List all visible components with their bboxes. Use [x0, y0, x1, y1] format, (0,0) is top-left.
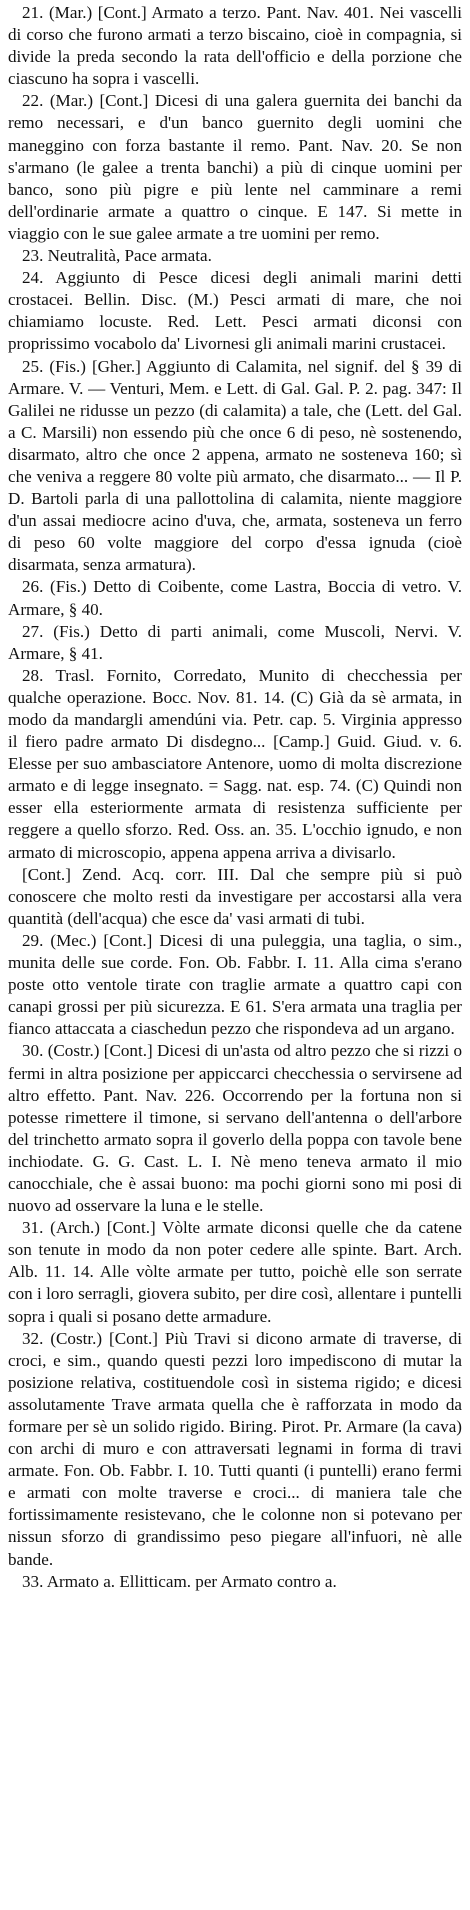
citation: Fon. Ob. Fabbr. [63, 1461, 173, 1481]
entry-text: erano fermi e armati con molte traverse e croci... di maniera tale che fortissimamente resistevano, che le colonne non si potevano per nissun sforzo di grandissimo peso piegare all'infuori, nè alle bande. [8, 1461, 462, 1569]
gloss: (dell'acqua) [67, 908, 148, 928]
entry-text: once 2 appena, armato ne sosteneva 160; sì che veniva a reggere 80 volte più armato, che disarmato... — [8, 444, 462, 486]
entry-text: con archi di muro e con attraversati legnami in forma di travi armate. [8, 1439, 462, 1481]
entry-text: 61. S'era armata una traglia per fianco attaccata a ciaschedun pezzo che rispondeva ad un argano. [8, 997, 462, 1039]
headword: Vòlte armate [162, 1218, 254, 1238]
section-reference: § 40. [68, 599, 103, 619]
entry-text: Già da sè armata, in modo da mandargli amendúni via. [8, 687, 462, 729]
entry-number: 27. (Fis.) [22, 621, 100, 641]
entry-25 [8, 356, 462, 577]
definition: Ellitticam. per [115, 1571, 218, 1591]
entry-number: 21. (Mar.) [Cont.] [22, 3, 152, 22]
citation: Pant. Nav. [260, 3, 339, 22]
entry-number: 28. [22, 665, 56, 685]
entry-text: 74. [324, 776, 356, 796]
definition: Trasl. Fornito, Corredato, Munito di checchessia per qualche operazione. Bocc. Nov. [8, 665, 462, 707]
entry-27 [8, 621, 462, 665]
entry-text: 401. Nei vascelli di corso che furono armati a terzo biscaino, cioè in compagnia, si divide la preda secondo la rata dell'officio e della porzione che ciascuno [8, 3, 462, 89]
citation: Sagg. nat. esp. [223, 776, 325, 796]
headword: Trave armata [104, 1394, 205, 1414]
entry-22 [8, 90, 462, 245]
cross-reference: Armare [8, 643, 61, 663]
citation: V. — Venturi, Mem. e Lett. di Gal. Gal. P. [64, 378, 361, 398]
entry-text: a più di cinque uomini per banco, sono più pigre e più lente nel camminare a remi dell'ordinarie armate a quattro o cinque. [8, 157, 462, 221]
entry-number: 30. (Costr.) [Cont.] [22, 1041, 158, 1061]
entry-text: 81. 14. [230, 687, 291, 707]
definition: contro [276, 1571, 321, 1591]
definition: Dicesi di una galera guernita dei banchi da remo necessari, e d'un banco guernito degli uomini che maneggino con forza bastante il remo. Pant. Nav. [8, 91, 462, 155]
entry-text: Calamita, [229, 356, 308, 376]
entry-text: 39 [425, 356, 449, 376]
entry-text: 2. [360, 378, 383, 398]
entry-text: I. 10. Tutti quanti [172, 1461, 304, 1481]
citation: Guid. Giud. [337, 732, 423, 752]
entry-text: 5. Virginia appresso il fiero padre armato Di disdegno... [Camp.] [8, 710, 463, 752]
gloss: (le galee a trenta banchi) [76, 157, 259, 177]
definition: Più [164, 1328, 188, 1348]
cross-reference: Armare [8, 599, 61, 619]
entry-33 [8, 1571, 462, 1593]
citation: Zend. Acq. corr. [82, 864, 207, 884]
entry-text: non essendo più che once 6 di peso, nè sostenendo, disarmato, [8, 422, 462, 464]
entry-text: a tale, che [286, 400, 366, 420]
entry-21 [8, 2, 462, 90]
definition: a. [324, 1571, 337, 1591]
citation: (Lett. del Gal. a C. Marsili) [8, 400, 462, 442]
definition: Aggiunto di [55, 268, 146, 288]
gloss: altro che [85, 444, 148, 464]
entry-26 [8, 576, 462, 620]
entry-number: 33. [22, 1571, 47, 1591]
definition: Detto di Coibente, come Lastra, Boccia di vetro. V. [93, 577, 462, 597]
definition: Aggiunto di [145, 356, 230, 376]
entry-text: Pesci armati diconsi con proprissimo vocabolo da' Livornesi gli animali marini crustacei. [8, 312, 462, 354]
citation: E [230, 997, 241, 1017]
citation: Red. Oss. an. [177, 820, 271, 840]
entry-text: 20. Se non s'armano [8, 135, 463, 177]
gloss: (di calamita) [199, 400, 287, 420]
definition: Dicesi di un'asta od altro pezzo che si rizzi o fermi in altra posizione per appiccarci checchessia o servirsene ad altro effetto. Pant. Nav. [8, 1041, 462, 1105]
definition: Dicesi di una puleggia, una taglia, o sim., munita delle sue corde. Fon. Ob. Fabbr. [8, 930, 462, 973]
quotation: Il P. D. Bartoli parla di una pallottolina di calamita, niente maggiore d'un assai mediocre acino d'uva, che, armata, sosteneva un ferro di peso 60 volte maggiore del corpo d'essa ignuda (cioè disarmata, senza armatura). [8, 466, 462, 575]
source-mark: (C) [290, 687, 314, 707]
entry-text: v. 6. Elesse per suo ambasciatore Antenore, uomo di molta discrezione armato e di legge insegnato. = [8, 732, 463, 796]
entry-text: Pesce [145, 268, 211, 288]
definition: si dicono [237, 1328, 303, 1348]
entry-number: 25. (Fis.) [Gher.] [22, 356, 146, 376]
definition: diconsi quelle che da catene son tenute in modo da non poter cedere alle spinte. Bart. Arch. Alb. [8, 1218, 462, 1282]
entry-text: [Cont.] [22, 864, 83, 884]
entry-28-continuation [8, 864, 462, 930]
gloss: (la cava) [402, 1417, 462, 1436]
entry-text: 23. Neutralità, Pace armata. [22, 246, 212, 266]
gloss: (i puntelli) [303, 1461, 378, 1481]
entry-24 [8, 267, 462, 355]
citation: pag. [382, 378, 412, 398]
entry-text: III. Dal che sempre più si può conoscere che molto resti da investigare per accostarsi alla vera quantità [8, 864, 462, 928]
citation: Red. Lett. [167, 312, 247, 332]
entry-text: 226. Occorrendo per la fortuna non si potesse rimettere il timone, si servano dell'antenna o dell'arbore del trinchetto armato sopra il goverlo della poppa con tavole bene inchiodate. [8, 1085, 462, 1171]
entry-text: I. 11. Alla cima s'erano poste otto ventole tirate con traglie armate a quattro capi con canapi grossi per più sicurezza. [8, 953, 462, 1017]
entry-number: 31. (Arch.) [Cont.] [22, 1218, 163, 1238]
definition: dicesi degli animali marini detti crostacei. Bellin. Disc. (M.) [8, 268, 462, 310]
entry-number: 32. (Costr.) [Cont.] [22, 1328, 165, 1348]
definition: di traverse, di croci, e sim., quando questi pezzi loro impediscono di mutar la posizione relativa, costituendole così in sistema rigido; e dicesi assolutamente [8, 1328, 462, 1414]
entry-text: che esce da' vasi armati di tubi. [147, 908, 365, 928]
entry-text: Armare [342, 1417, 403, 1436]
definition: nel signif. del § [307, 356, 426, 376]
entry-number: 22. (Mar.) [Cont.] [22, 91, 155, 111]
entry-29 [8, 930, 462, 1040]
headword: Armato a terzo. [151, 3, 261, 22]
entry-23 [8, 245, 462, 267]
entry-text: Armato [217, 1571, 277, 1591]
entry-text: Pesci armati di mare, che noi chiamiamo locuste. [8, 290, 462, 332]
entry-text: Travi [187, 1328, 238, 1348]
entry-30 [8, 1040, 462, 1217]
entry-text: 35. L'occhio ignudo, e non armato di microscopio, appena appena arriva a divisarlo. [8, 820, 463, 862]
entry-text: 11. 14. Alle vòlte armate per tutto, poichè elle son serrate con i loro serragli, giovera subito, per dire così, allentare i puntelli sopra i quali si posano dette armadure. [8, 1262, 462, 1326]
section-reference: § 41. [68, 643, 103, 663]
citation: G. G. Cast. L. [92, 1151, 203, 1171]
source-mark: (C) [355, 776, 379, 796]
entry-text: sopra i vascelli. [88, 69, 200, 89]
entry-text: 147. Si mette in viaggio con le sue galee armate a tre uomini per remo. [8, 201, 462, 243]
entry-text: 347: Il Galilei ne ridusse un pezzo [8, 378, 462, 420]
citation: Petr. cap. [252, 710, 318, 729]
definition: di [448, 356, 462, 376]
entry-text-bold: ha [72, 69, 89, 89]
entry-text: Quindi non esser ella esteriormente armata di resistenza sufficiente per reggere a quello sforzo. [8, 776, 462, 840]
entry-number: 26. (Fis.) [22, 577, 94, 597]
entry-number: 29. (Mec.) [Cont.] [22, 930, 160, 950]
entry-32 [8, 1328, 462, 1571]
cross-reference: Armare. [8, 378, 65, 398]
citation: E [317, 201, 328, 221]
entry-number: 24. [22, 268, 56, 288]
definition: quella che è rafforzata in modo da formare per sè un solido rigido. Biring. Pirot. Pr. [8, 1394, 462, 1436]
entry-text: armate [302, 1328, 364, 1348]
entry-text: , [60, 643, 69, 663]
entry-text: I. Nè meno teneva armato il mio canocchiale, che è assai buono: ma pochi giorni sono mi posi di nuovo ad osservare la luna e le stelle. [8, 1151, 463, 1216]
definition: Detto di parti animali, come Muscoli, Nervi. V. [99, 621, 462, 641]
entry-31 [8, 1217, 462, 1327]
entry-text: , [60, 599, 69, 619]
entry-28 [8, 665, 462, 864]
headword: Armato a. [46, 1571, 116, 1591]
